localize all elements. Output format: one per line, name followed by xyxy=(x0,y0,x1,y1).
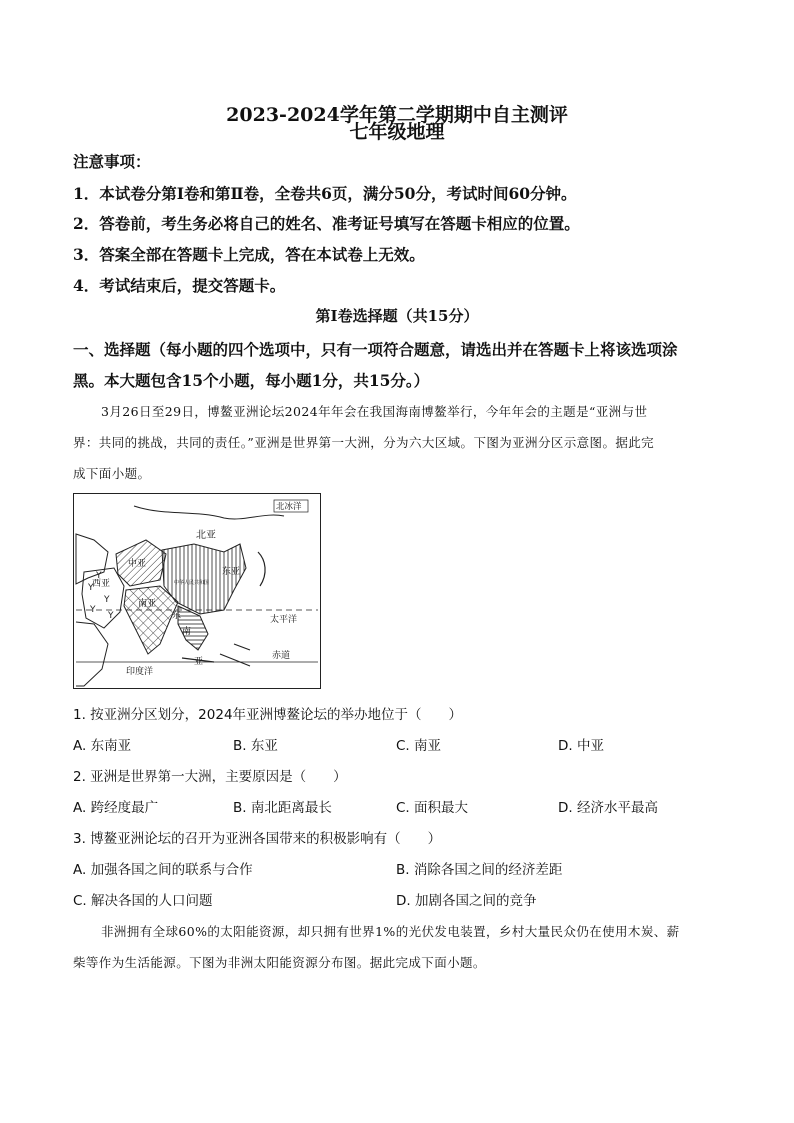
label-prc: 中华人民共和国 xyxy=(174,580,210,586)
label-arctic: 北冰洋 xyxy=(276,502,302,512)
label-pacific: 太平洋 xyxy=(270,615,298,625)
svg-text:Y: Y xyxy=(88,583,94,593)
q3-option-b: B. 消除各国之间的经济差距 xyxy=(396,862,563,878)
label-southeast-2: 南 xyxy=(182,627,192,637)
label-south-asia: 南亚 xyxy=(138,599,157,609)
label-southeast-3: 亚 xyxy=(194,657,204,667)
passage2-line-1: 非洲拥有全球60%的太阳能资源，却只拥有世界1%的光伏发电装置，乡村大量民众仍在使用木炭、薪 xyxy=(101,924,680,939)
passage1-line-2: 界：共同的挑战，共同的责任。”亚洲是世界第一大洲，分为六大区域。下图为亚洲分区示意图。据此完 xyxy=(73,435,655,450)
q2-option-a: A. 跨经度最广 xyxy=(73,800,159,816)
label-west-asia: 西亚 xyxy=(92,579,111,589)
exam-title: 2023-2024学年第二学期期中自主测评 xyxy=(226,104,568,126)
q3-option-c: C. 解决各国的人口问题 xyxy=(73,893,213,909)
west-landmass xyxy=(76,534,108,584)
svg-text:Y: Y xyxy=(108,611,114,621)
passage1-line-3: 成下面小题。 xyxy=(73,466,151,481)
label-southeast-1: 东 xyxy=(172,611,182,621)
south-asia-region xyxy=(124,586,178,654)
note-4: 4．考试结束后，提交答题卡。 xyxy=(73,276,286,295)
label-indian-ocean: 印度洋 xyxy=(126,667,154,677)
svg-text:Y: Y xyxy=(90,605,96,615)
west-asia-region xyxy=(82,568,124,628)
indonesia-islands xyxy=(182,644,250,666)
passage1-line-1: 3月26日至29日，博鳌亚洲论坛2024年年会在我国海南博鳌举行，今年年会的主题是“亚洲与世 xyxy=(101,404,648,419)
part1-line-2: 黑。本大题包含15个小题，每小题1分，共15分。） xyxy=(73,371,430,390)
passage2-line-2: 柴等作为生活能源。下图为非洲太阳能资源分布图。据此完成下面小题。 xyxy=(73,955,486,970)
q2-stem: 2. 亚洲是世界第一大洲，主要原因是（ ） xyxy=(73,769,347,785)
asia-regions-map xyxy=(73,493,321,689)
q1-option-d: D. 中亚 xyxy=(558,738,604,754)
notes-heading: 注意事项： xyxy=(73,152,151,171)
q3-stem: 3. 博鳌亚洲论坛的召开为亚洲各国带来的积极影响有（ ） xyxy=(73,831,442,847)
svg-text:Y: Y xyxy=(96,571,102,581)
q3-option-d: D. 加剧各国之间的竞争 xyxy=(396,893,537,909)
africa-outline xyxy=(76,622,108,686)
q1-stem: 1. 按亚洲分区划分，2024年亚洲博鳌论坛的举办地位于（ ） xyxy=(73,707,463,723)
note-1: 1．本试卷分第Ⅰ卷和第Ⅱ卷，全卷共6页，满分50分，考试时间60分钟。 xyxy=(73,184,577,203)
q2-option-c: C. 面积最大 xyxy=(396,800,469,816)
label-north-asia: 北亚 xyxy=(196,530,216,541)
arctic-coast xyxy=(134,506,284,519)
exam-subtitle: 七年级地理 xyxy=(349,121,445,143)
label-equator: 赤道 xyxy=(272,651,291,661)
q1-option-c: C. 南亚 xyxy=(396,738,442,754)
note-2: 2．答卷前，考生务必将自己的姓名、准考证号填写在答题卡相应的位置。 xyxy=(73,214,580,233)
q1-option-b: B. 东亚 xyxy=(233,738,278,754)
label-east-asia: 东亚 xyxy=(222,567,241,577)
q2-option-d: D. 经济水平最高 xyxy=(558,800,658,816)
part1-line-1: 一、选择题（每小题的四个选项中，只有一项符合题意，请选出并在答题卡上将该选项涂 xyxy=(73,340,678,359)
japan-islands xyxy=(258,552,265,586)
q3-option-a: A. 加强各国之间的联系与合作 xyxy=(73,862,253,878)
label-central-asia: 中亚 xyxy=(128,559,147,569)
note-3: 3．答案全部在答题卡上完成，答在本试卷上无效。 xyxy=(73,245,425,264)
q1-option-a: A. 东南亚 xyxy=(73,738,132,754)
svg-text:Y: Y xyxy=(104,595,110,605)
q2-option-b: B. 南北距离最长 xyxy=(233,800,332,816)
section-title: 第Ⅰ卷选择题（共15分） xyxy=(315,307,479,325)
